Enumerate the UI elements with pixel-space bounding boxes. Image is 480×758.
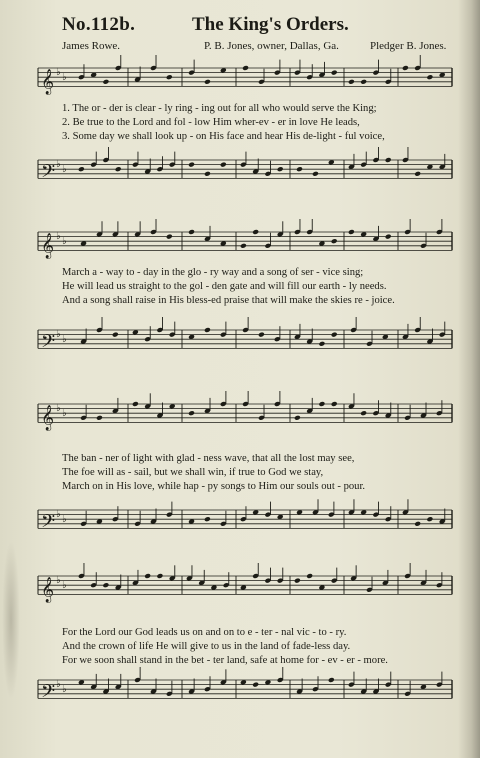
flat-icon: ♭ <box>56 231 61 242</box>
notehead <box>294 415 301 421</box>
flat-icon: ♭ <box>62 684 67 695</box>
notehead <box>96 415 103 421</box>
flat-icon: ♭ <box>62 514 67 525</box>
flat-icon: ♭ <box>56 159 61 170</box>
lyricist-credit: Pledger B. Jones. <box>370 40 447 52</box>
notehead <box>426 516 433 522</box>
notehead <box>220 162 227 168</box>
notehead <box>414 171 421 177</box>
lyric-verse-2: 2. Be true to the Lord and fol - low Him wher-ev - er in love He leads, <box>62 117 360 128</box>
flat-icon: ♭ <box>62 334 67 345</box>
lyric-verse-1: March a - way to - day in the glo - ry way and a song of ser - vice sing; <box>62 267 364 278</box>
notehead <box>348 229 355 235</box>
clef-icon: 𝄞 <box>41 233 55 259</box>
notehead <box>328 677 335 683</box>
clef-icon: 𝄢 <box>41 511 56 537</box>
notehead <box>166 234 173 240</box>
notehead <box>204 79 211 85</box>
notehead <box>385 234 392 240</box>
treble-staff-4 <box>0 566 480 626</box>
flat-icon: ♭ <box>62 580 67 591</box>
flat-icon: ♭ <box>62 72 67 83</box>
lyrics-system-4 <box>62 626 460 668</box>
copyright-credit: P. B. Jones, owner, Dallas, Ga. <box>204 40 339 52</box>
notehead <box>188 162 195 168</box>
clef-icon: 𝄢 <box>41 681 56 707</box>
notehead <box>240 243 247 249</box>
flat-icon: ♭ <box>62 236 67 247</box>
notehead <box>188 229 195 235</box>
clef-icon: 𝄞 <box>41 577 55 603</box>
notehead <box>132 401 139 407</box>
notehead <box>115 166 122 172</box>
lyric-verse-1: For the Lord our God leads us on and on to e - ter - nal vic - to - ry. <box>62 627 347 638</box>
notehead <box>252 229 259 235</box>
notehead <box>348 79 355 85</box>
notehead <box>331 332 338 338</box>
lyric-verse-2: He will lead us straight to the gol - den gate and will fill our earth - ly needs. <box>62 281 387 292</box>
notehead <box>242 65 249 71</box>
notehead <box>318 401 325 407</box>
bass-staff-2 <box>0 320 480 370</box>
notehead <box>360 410 367 416</box>
bass-staff-4 <box>0 670 480 720</box>
lyric-verse-2: The foe will as - sail, but we shall win, if true to God we stay, <box>62 467 324 478</box>
composer-credit: James Rowe. <box>62 40 121 52</box>
notehead <box>204 516 211 522</box>
notehead <box>258 332 265 338</box>
flat-icon: ♭ <box>56 67 61 78</box>
treble-staff-3 <box>0 394 480 454</box>
notehead <box>204 327 211 333</box>
notehead <box>204 171 211 177</box>
flat-icon: ♭ <box>62 408 67 419</box>
notehead <box>102 79 109 85</box>
notehead <box>331 238 338 244</box>
notehead <box>414 521 421 527</box>
flat-icon: ♭ <box>56 329 61 340</box>
notehead <box>156 573 163 579</box>
lyric-verse-1: 1. The or - der is clear - ly ring - ing out for all who would serve the King; <box>62 103 377 114</box>
notehead <box>252 682 259 688</box>
lyrics-system-1 <box>62 102 460 144</box>
lyrics-system-2 <box>62 266 460 308</box>
notehead <box>78 166 85 172</box>
notehead <box>318 341 325 347</box>
flat-icon: ♭ <box>56 679 61 690</box>
bass-staff-3 <box>0 500 480 550</box>
notehead <box>402 65 409 71</box>
notehead <box>331 401 338 407</box>
notehead <box>188 410 195 416</box>
lyric-verse-3: March on in His love, while hap - py songs to Him our souls out - pour. <box>62 481 366 492</box>
flat-icon: ♭ <box>56 509 61 520</box>
notehead <box>360 79 367 85</box>
bass-staff-1 <box>0 150 480 200</box>
notehead <box>144 573 151 579</box>
notehead <box>166 74 173 80</box>
notehead <box>296 166 303 172</box>
clef-icon: 𝄞 <box>41 69 55 95</box>
lyric-verse-3: 3. Some day we shall look up - on His face and hear His de-light - ful voice, <box>62 131 385 142</box>
notehead <box>426 74 433 80</box>
hymn-title: The King's Orders. <box>192 14 349 35</box>
notehead <box>331 70 338 76</box>
flat-icon: ♭ <box>56 575 61 586</box>
lyric-verse-3: And a song shall raise in His bless-ed praise that will make the skies re - joice. <box>62 295 395 306</box>
notehead <box>277 166 284 172</box>
hymn-number: No.112b. <box>62 14 136 35</box>
flat-icon: ♭ <box>62 164 67 175</box>
notehead <box>294 578 301 584</box>
notehead <box>102 582 109 588</box>
lyric-verse-3: For we soon shall stand in the bet - ter land, safe at home for - ev - er - more. <box>62 655 388 666</box>
notehead <box>385 157 392 163</box>
flat-icon: ♭ <box>56 403 61 414</box>
clef-icon: 𝄞 <box>41 405 55 431</box>
notehead <box>112 332 119 338</box>
lyrics-system-3 <box>62 452 460 494</box>
clef-icon: 𝄢 <box>41 331 56 357</box>
notehead <box>312 171 319 177</box>
notehead <box>306 573 313 579</box>
lyric-verse-2: And the crown of life He will give to us in the land of fade-less day. <box>62 641 351 652</box>
clef-icon: 𝄢 <box>41 161 56 187</box>
lyric-verse-1: The ban - ner of light with glad - ness wave, that all the lost may see, <box>62 453 355 464</box>
